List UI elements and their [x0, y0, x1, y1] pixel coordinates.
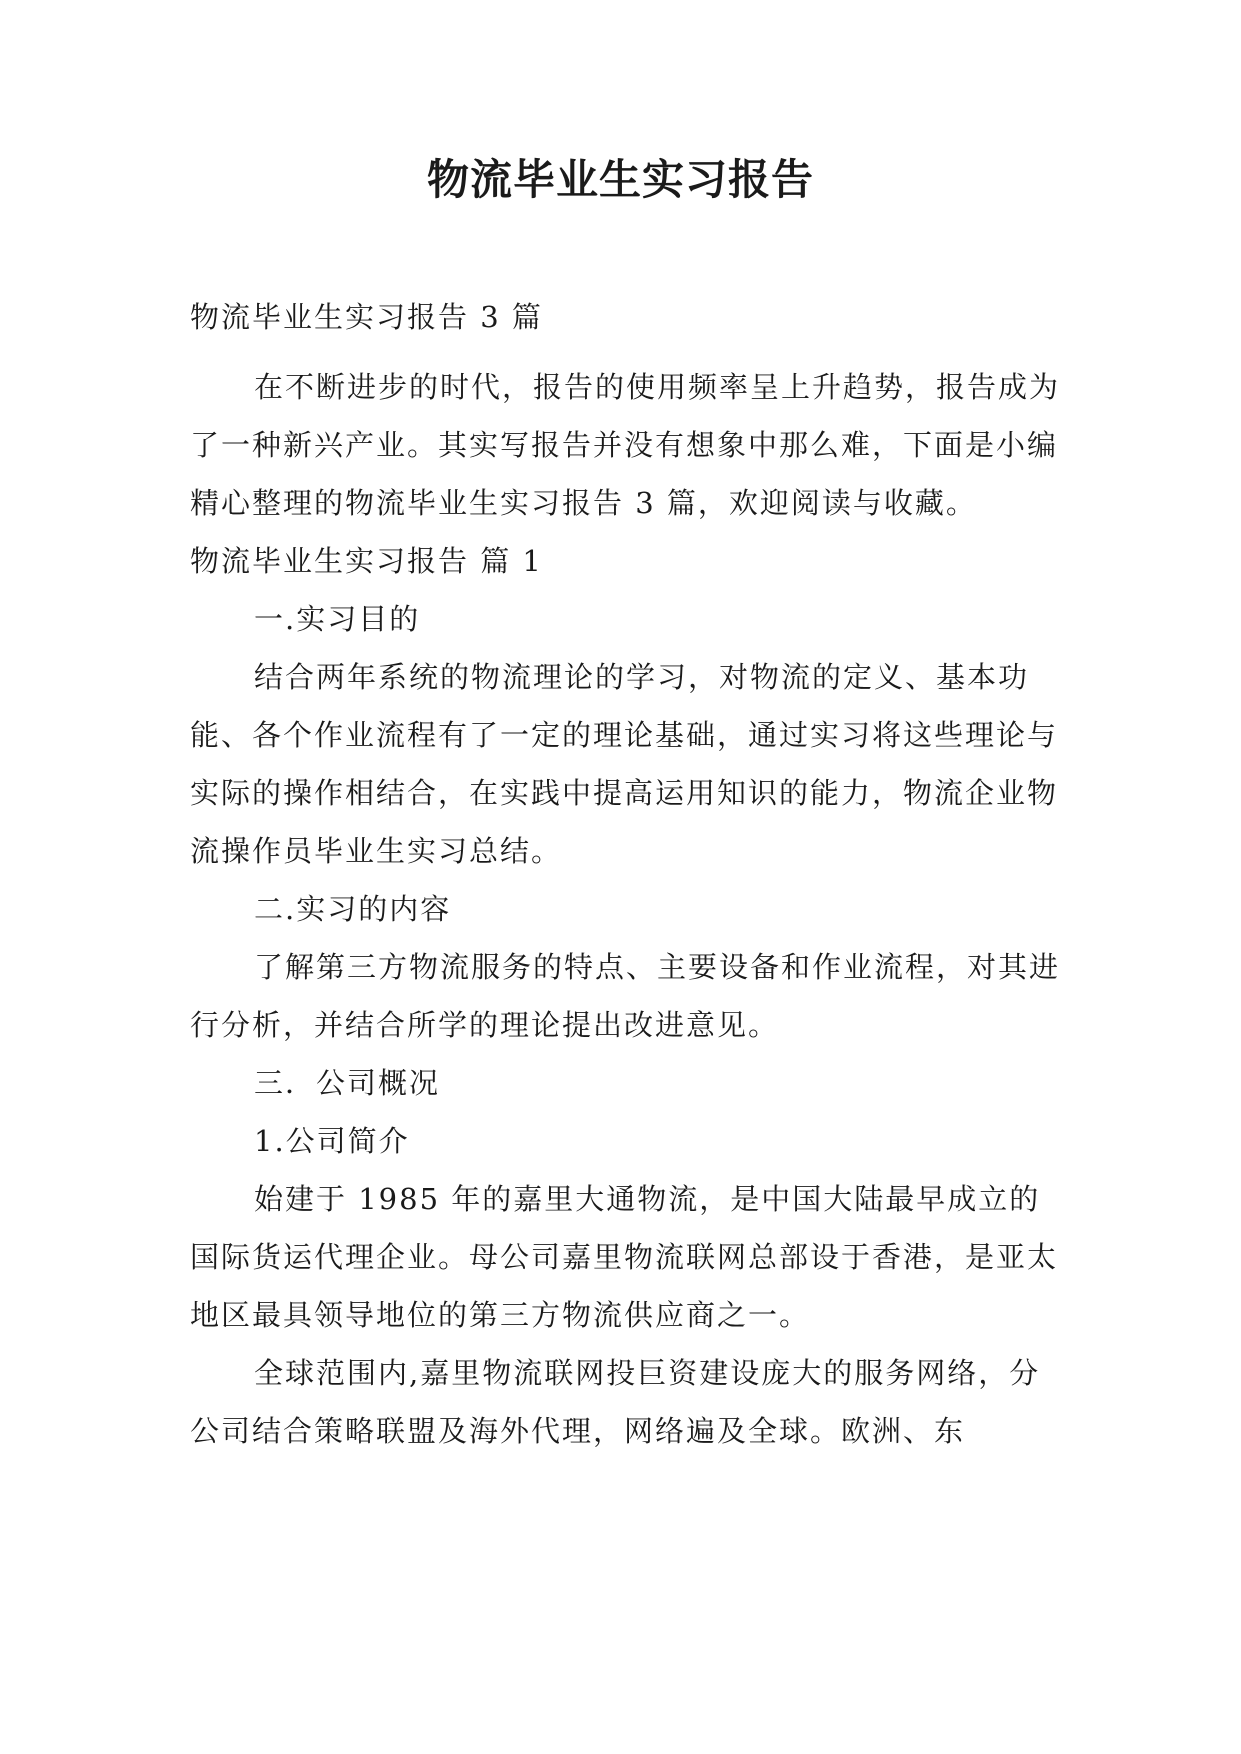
heading-company-intro: 1.公司简介: [254, 1124, 410, 1158]
document-body: [190, 358, 1060, 1460]
document-title: 物流毕业生实习报告: [426, 155, 814, 204]
paragraph-company-history: 始建于 1985 年的嘉里大通物流，是中国大陆最早成立的国际货运代理企业。母公司嘉里物流联网总部设于香港，是亚太地区最具领导地位的第三方物流供应商之一。: [190, 1182, 1059, 1332]
paragraph-company-network: 全球范围内,嘉里物流联网投巨资建设庞大的服务网络，分公司结合策略联盟及海外代理，网络遍及全球。欧洲、东: [190, 1356, 1041, 1448]
paragraph-purpose: 结合两年系统的物流理论的学习，对物流的定义、基本功能、各个作业流程有了一定的理论基础，通过实习将这些理论与实际的操作相结合，在实践中提高运用知识的能力，物流企业物流操作员毕业生实习总结。: [190, 660, 1059, 868]
section-heading: 物流毕业生实习报告 篇 1: [190, 544, 543, 578]
heading-content: 二.实习的内容: [254, 892, 452, 926]
heading-company: 三．公司概况: [254, 1066, 441, 1100]
document-subtitle: 物流毕业生实习报告 3 篇: [190, 300, 543, 334]
heading-purpose: 一.实习目的: [254, 602, 421, 636]
paragraph-content: 了解第三方物流服务的特点、主要设备和作业流程，对其进行分析，并结合所学的理论提出改进意见。: [190, 950, 1061, 1042]
intro-paragraph: 在不断进步的时代，报告的使用频率呈上升趋势，报告成为了一种新兴产业。其实写报告并没有想象中那么难，下面是小编精心整理的物流毕业生实习报告 3 篇，欢迎阅读与收藏。: [190, 370, 1061, 520]
